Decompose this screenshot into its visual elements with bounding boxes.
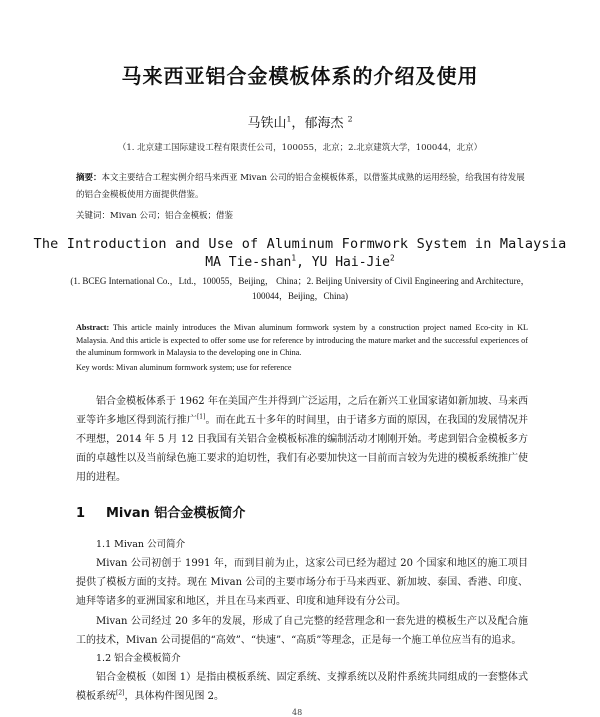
abstract-en [76,322,528,360]
paper-title: 马来西亚铝合金模板体系的介绍及使用 [121,64,479,88]
en-author-2: YU Hai-Jie [311,255,391,270]
abstract-en-label: Abstract: [76,323,110,332]
author-1: 马铁山 [247,116,287,131]
english-authors [0,255,600,270]
keywords-en-text: Mivan aluminum formwork system; use for reference [113,363,292,372]
citation-1: [1] [196,413,206,421]
en-author-separator: , [296,255,312,270]
paragraph-mivan-development: Mivan 公司经过 20 多年的发展，形成了自己完整的经营理念和一套先进的模板生产以及配合施工的技术，Mivan 公司提倡的“高效”、“快速”、“高质”等理念，正是每一个施工单位应当有的追求。 [76,616,528,646]
intro-paragraph [76,392,528,487]
author-2-affil-mark: 2 [347,114,353,124]
page-number: 48 [292,708,303,717]
citation-2: [2] [116,689,125,697]
intro-text-b: 。而在此五十多年的时间里，由于诸多方面的原因，在我国的发展情况并不理想，2014 年 5 月 12 日我国有关铝合金模板标准的编制活动才刚刚开始。考虑到铝合金模板多方面的卓越性以及当前绿色施工要求的迫切性，我们有必要加快这一目前而言较为先进的模板系统推广使用的进程。 [76,415,529,483]
en-author-1: MA Tie-shan [205,255,292,270]
subsection-1-2-heading: 1.2 铝合金模板简介 [96,653,181,664]
abstract-cn-text: 本文主要结合工程实例介绍马来西亚 Mivan 公司的铝合金模板体系，以借鉴其成熟的运用经验，给我国有待发展的铝合金模板使用方面提供借鉴。 [76,173,525,200]
en-author-1-mark: 1 [291,253,297,263]
section-1-heading [76,502,245,521]
author-separator: ， [291,116,305,131]
keywords-cn-text: Mivan 公司；铝合金模板；借鉴 [110,211,233,221]
abstract-en-text: This article mainly introduces the Mivan aluminum formwork system by a construction project named Eco-city in KL Malaysia. And this article is expected to offer some use for reference by introducing the mature market and the successful experiences of the aluminum formwork in Malaysia to the developing one in China. [76,323,528,357]
intro-text-a: 铝合金模板体系于 1962 年在美国产生并得到广泛运用，之后在新兴工业国家诸如新加坡、马来西亚等许多地区得到流行推广 [76,396,528,426]
paragraph-mivan-company: Mivan 公司初创于 1991 年，而到目前为止，这家公司已经为超过 20 个国家和地区的施工项目提供了模板方面的支持。现在 Mivan 公司的主要市场分布于马来西亚、新加坡、泰国、香港、印度、迪拜等诸多的亚洲国家和地区，并且在马来西亚、印度和迪拜设有分公司。 [76,558,528,607]
subsection-1-1-heading: 1.1 Mivan 公司简介 [96,539,186,550]
english-title: The Introduction and Use of Aluminum Formwork System in Malaysia [33,236,567,252]
formwork-text-b: ，具体构件图见图 2。 [124,691,225,702]
keywords-en [76,363,528,372]
paragraph-aluminum-formwork [76,668,528,706]
keywords-cn-label: 关键词： [76,211,111,221]
abstract-cn [76,170,528,204]
english-affiliation: (1. BCEG International Co.，Ltd.，100055，Beijing， China；2. Beijing University of Civil Engineering and Architecture，100044，Beijing，China) [70,276,530,301]
en-author-2-mark: 2 [390,253,395,263]
author-line [0,112,600,131]
keywords-en-label: Key words: [76,363,114,372]
affiliation: （1. 北京建工国际建设工程有限责任公司，100055，北京；2.北京建筑大学，100044，北京） [117,143,483,153]
author-2: 郁海杰 [304,116,344,131]
keywords-cn [76,209,528,221]
abstract-cn-label: 摘要： [76,173,102,183]
author-1-affil-mark: 1 [286,114,292,124]
section-1-title: Mivan 铝合金模板简介 [106,506,246,521]
formwork-text-a: 铝合金模板（如图 1）是指由模板系统、固定系统、支撑系统以及附件系统共同组成的一套整体式模板系统 [76,672,528,702]
section-1-number: 1 [76,506,86,521]
